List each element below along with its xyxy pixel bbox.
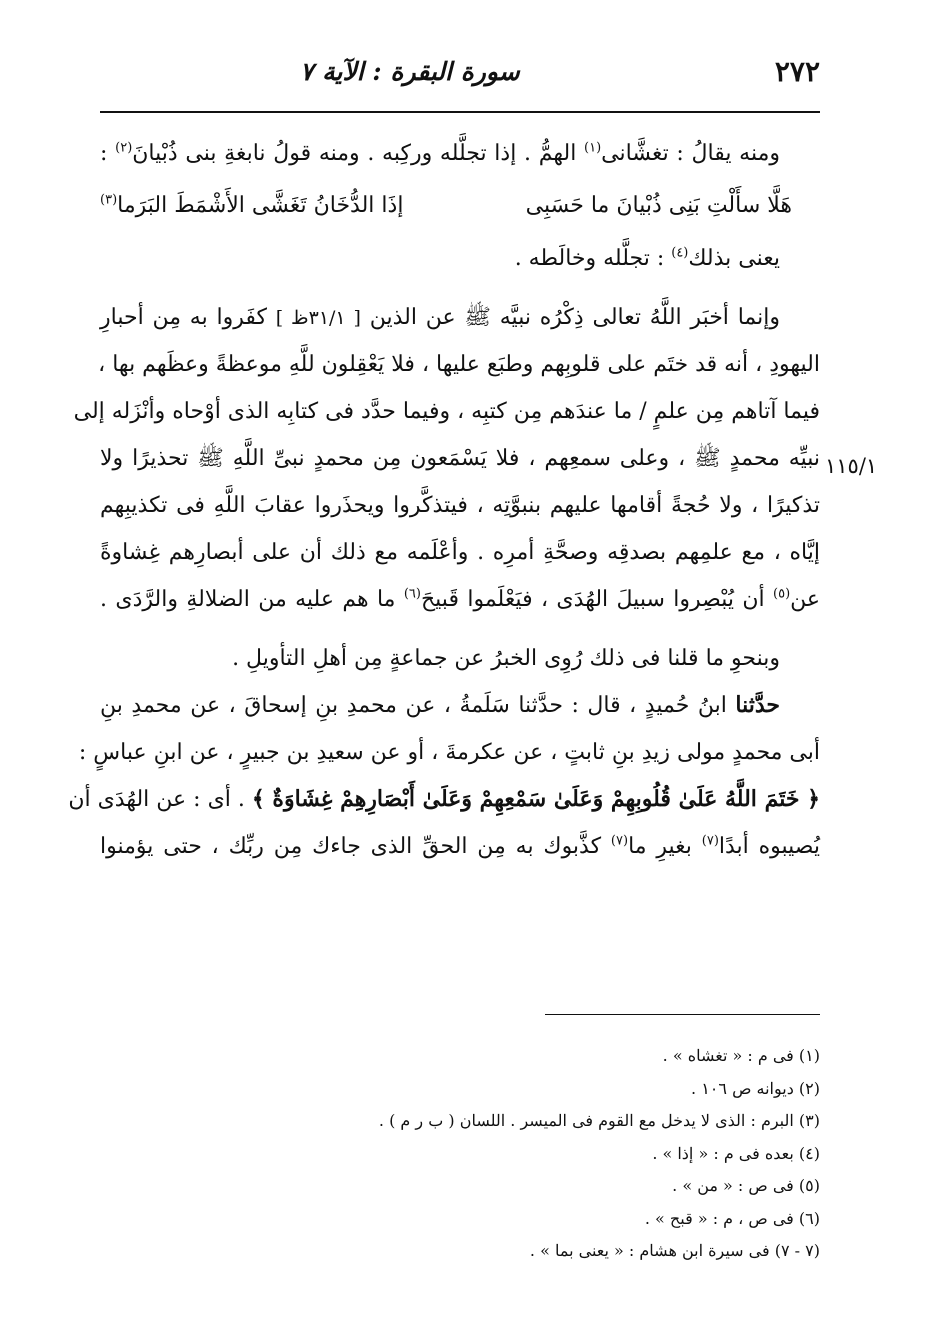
footnote: (٣) البرم : الذى لا يدخل مع القوم فى الميسر . اللسان ( ب ر م ) . [378, 1111, 820, 1130]
verse-second-hemistich: إذَا الدُّخَانُ تَغَشَّى الأَشْمَطَ البَرَما$^{(٣)}$ [100, 192, 404, 218]
header-rule [100, 111, 820, 113]
footnote-marker: (٢) [115, 140, 133, 156]
footnote-marker: (٤) [671, 245, 689, 261]
manuscript-reference: [ ٣١/١ظ ] [275, 307, 361, 329]
verse-first-hemistich: هَلَّا سأَلْتِ بَنِى ذُبْيانَ ما حَسَبِى [525, 193, 792, 218]
footnote-rule [545, 1014, 820, 1015]
page-number: ٢٧٢ [774, 55, 820, 88]
text-line: أبى محمدٍ مولى زيدِ بنِ ثابتٍ ، عن عكرمةَ ، أو عن سعيدِ بن جبيرٍ ، عن ابنِ عباسٍ : [78, 740, 820, 765]
text-line: ﴿ خَتَمَ اللَّهُ عَلَىٰ قُلُوبِهِمْ وَعَلَىٰ سَمْعِهِمْ وَعَلَىٰ أَبْصَارِهِمْ غِشَاوَةٌ ﴾ . أى : عن الهُدَى أن [68, 786, 820, 812]
footnote: (٢) ديوانه ص ١٠٦ . [691, 1078, 820, 1098]
running-title: سورة البقرة : الآية ٧ [300, 57, 520, 86]
main-text [68, 130, 821, 870]
page-header [100, 55, 820, 99]
footnote: (٦) فى ص ، م : « قبح » . [644, 1208, 820, 1228]
text-line: يعنى بذلك$^{(٤)}$ : تجلَّله وخالَطه . [514, 245, 780, 271]
footnote: (٥) فى ص : « من » . [672, 1176, 820, 1195]
text-line: نبيِّه محمدٍ ﷺ ، وعلى سمعِهم ، فلا يَسْمَعون مِن محمدٍ نبىِّ اللَّهِ ﷺ تحذيرًا ولا [100, 446, 820, 471]
footnote: (٧ - ٧) فى سيرة ابن هشام : « يعنى بما » . [529, 1241, 820, 1260]
text-line: فيما آتاهم مِن علمٍ / ما عندَهم مِن كتبِه ، وفيما حدَّد فى كتابِه الذى أوْحاه وأنْزَله إلى [73, 399, 820, 424]
text-line: وبنحوِ ما قلنا فى ذلك رُوِى الخبرُ عن جماعةٍ مِن أهلِ التأويلِ . [232, 646, 780, 671]
text-line: حدَّثنا ابنُ حُميدٍ ، قال : حدَّثنا سَلَمةُ ، عن محمدِ بنِ إسحاقَ ، عن محمدِ بنِ [100, 692, 780, 718]
text-line: إيَّاه ، مع علمِهم بصدقِه وصحَّةِ أمرِه . وأعْلَمه مع ذلك أن على أبصارِهم غِشاوةً [100, 540, 820, 565]
text-line: تذكيرًا ، ولا حُجةً أقامها عليهم بنبوَّتِه ، فيتذكَّروا ويحذَروا عقابَ اللَّهِ فى تكذيبِهم [100, 493, 820, 518]
quran-quote: ﴿ خَتَمَ اللَّهُ عَلَىٰ قُلُوبِهِمْ وَعَلَىٰ سَمْعِهِمْ وَعَلَىٰ أَبْصَارِهِمْ غِشَاوَةٌ ﴾ [251, 786, 820, 812]
text-line: عن$^{(٥)}$ أن يُبْصِروا سبيلَ الهُدَى ، فيَعْلَموا قَبيحَ$^{(٦)}$ ما هم عليه من الضلالةِ والرَّدَى . [100, 586, 821, 612]
isnad-start: حدَّثنا [735, 692, 780, 718]
footnote-marker: (٥) [773, 586, 791, 602]
poetry-verse [100, 177, 820, 235]
footnotes [120, 1040, 820, 1268]
footnote-marker: (٧) [610, 833, 629, 849]
text-line: اليهودِ ، أنه قد ختَم على قلوبِهم وطبَع عليها ، فلا يَعْقِلون للَّهِ موعظةً وعظَهم بها ، [98, 352, 820, 377]
footnote: (١) فى م : « تغشاه » . [662, 1046, 820, 1065]
footnote-marker: (١) [584, 140, 602, 156]
footnote-marker: (٧) [701, 833, 719, 849]
footnote-marker: (٦) [403, 586, 421, 602]
footnote: (٤) بعده فى م : « إذا » . [652, 1143, 820, 1163]
margin-page-reference: ١١٥/١ [825, 454, 878, 478]
text-line: ومنه يقالُ : تغشَّانى$^{(١)}$ الهمُّ . إذا تجلَّله وركِبه . ومنه قولُ نابغةِ بنى ذُبْيانَ$^{(٢)}$ : [100, 140, 780, 166]
footnote-marker: (٣) [100, 192, 118, 208]
text-line: يُصيبوه أبدًا$^{(٧)}$ بغيرِ ما$^{(٧)}$ كذَّبوك به مِن الحقِّ الذى جاءك مِن ربِّك ، حتى يؤمنوا [100, 833, 820, 859]
text-line: وإنما أخبَر اللَّهُ تعالى ذِكْرُه نبيَّه ﷺ عن الذين [ ٣١/١ظ ] كفَروا به مِن أحبارِ [100, 305, 780, 330]
